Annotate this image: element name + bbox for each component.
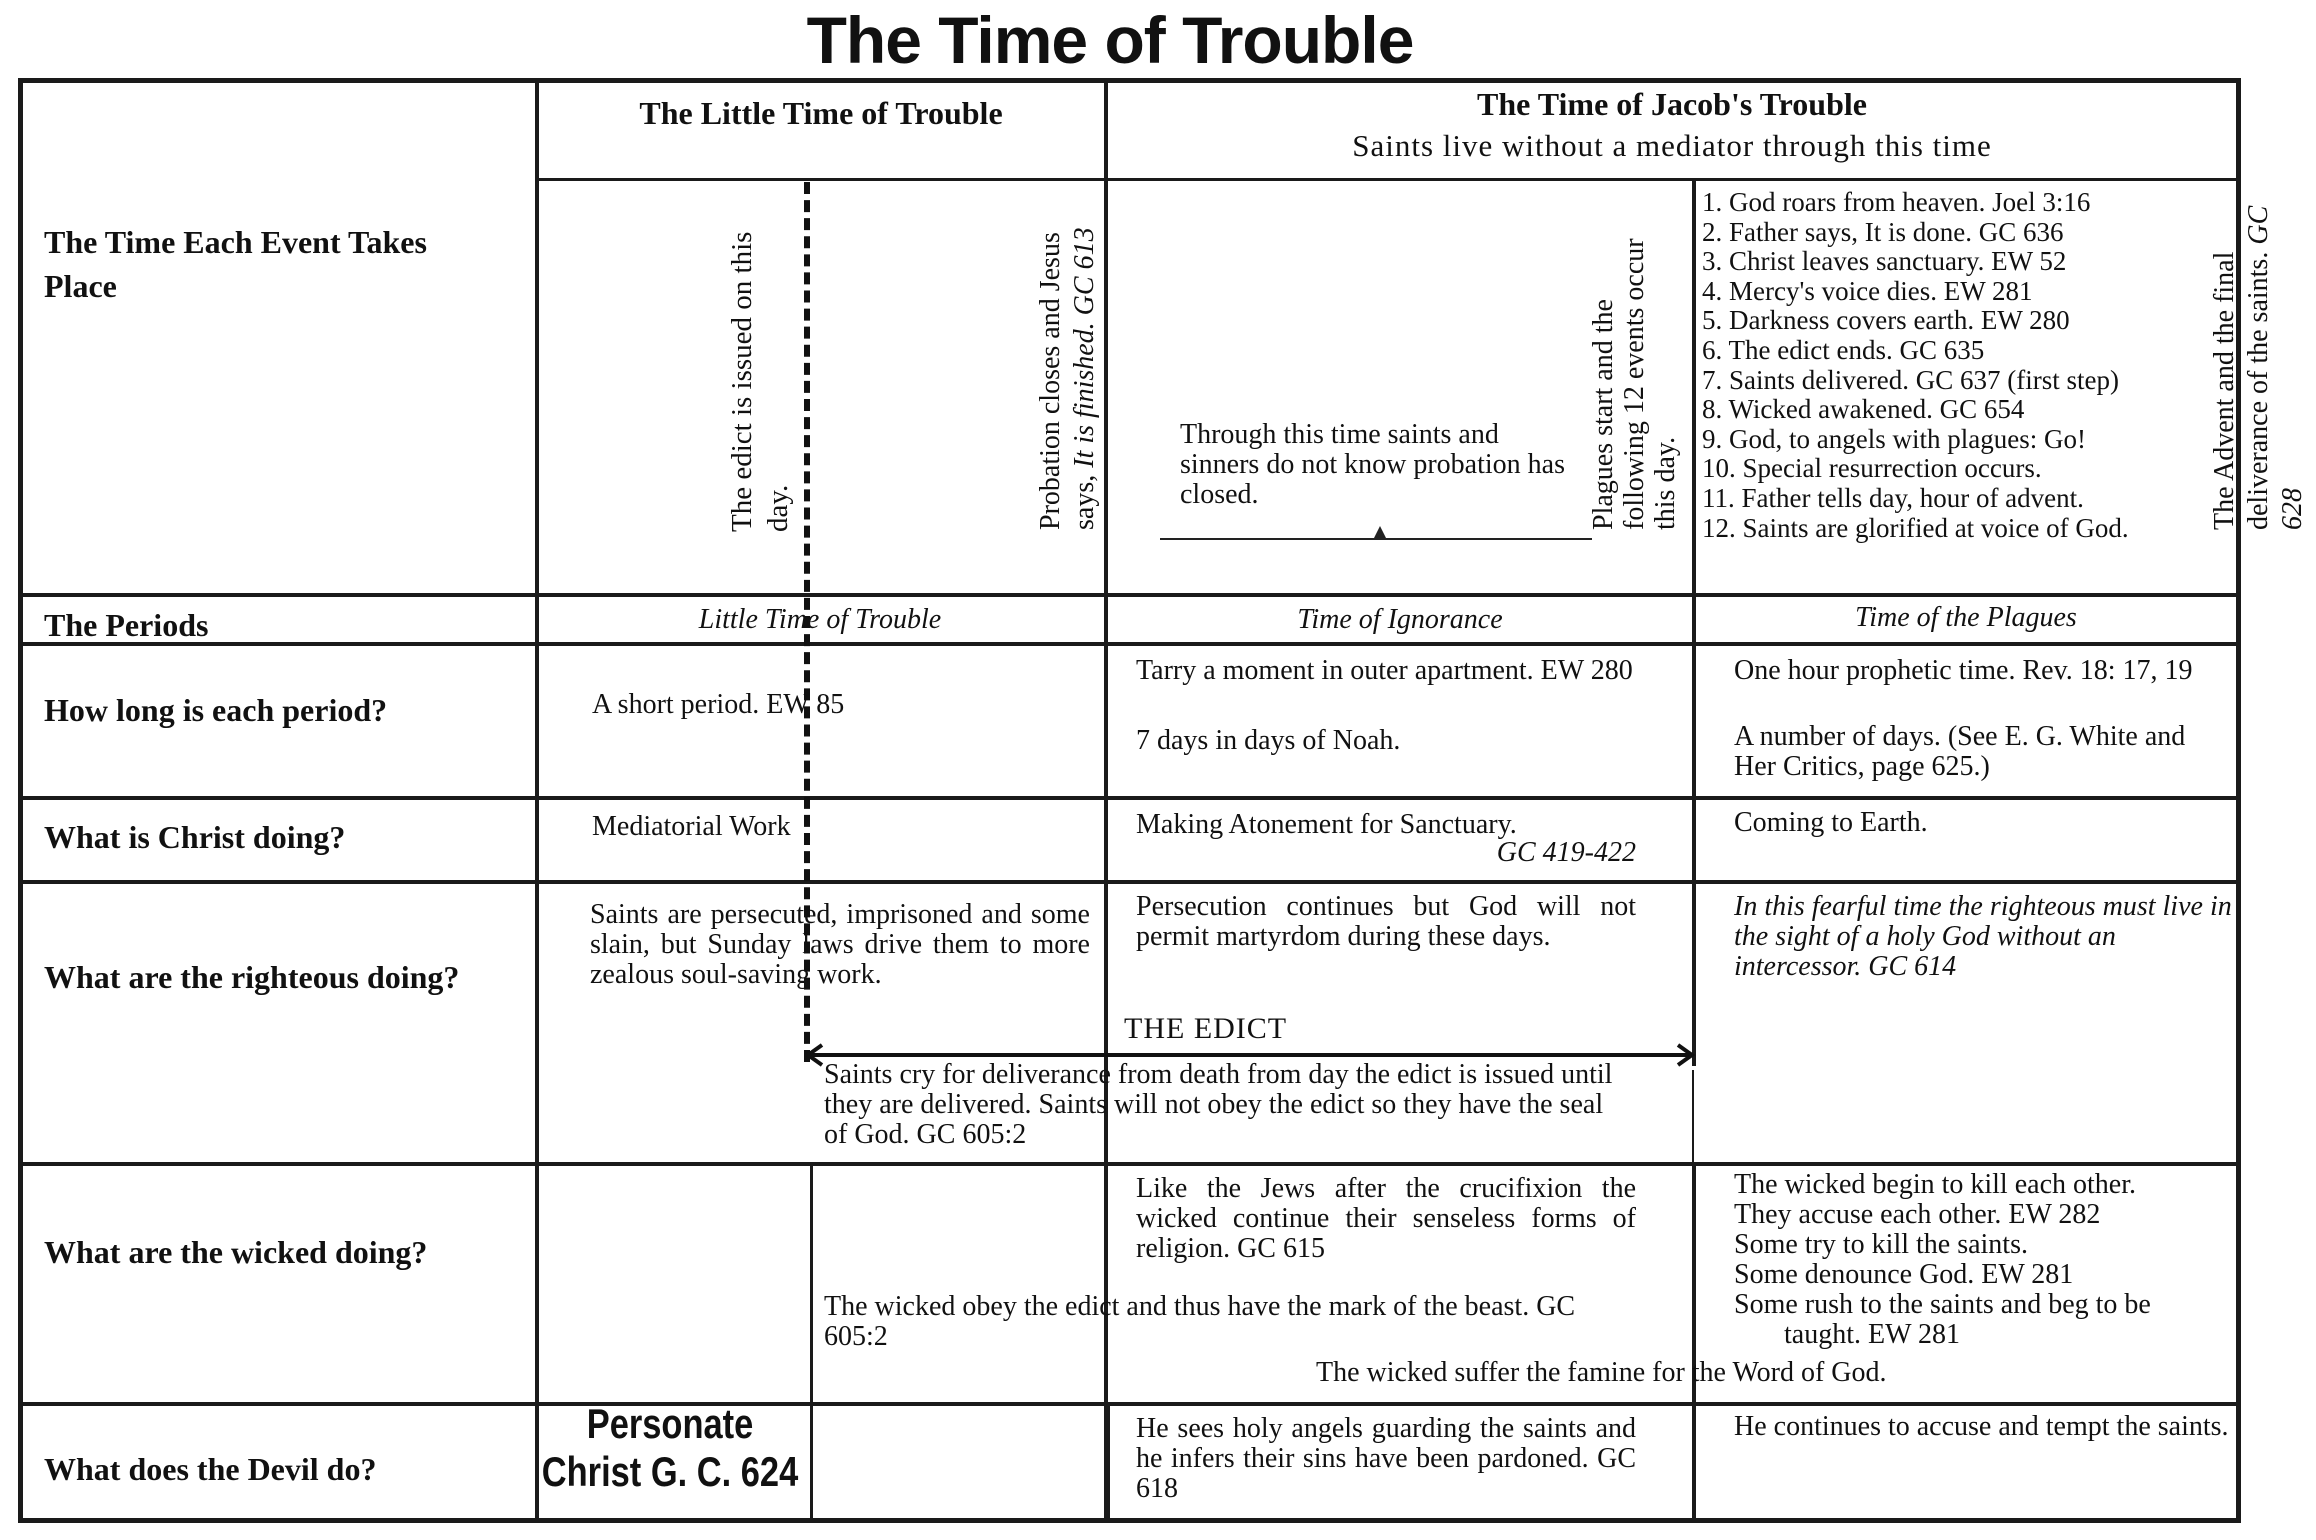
period-little: Little Time of Trouble	[698, 604, 942, 635]
wicked-edict-text: The wicked obey the edict and thus have the mark of the beast. GC 605:2	[824, 1291, 1576, 1352]
probation-closes-text: Probation closes and Jesus says,	[1035, 232, 1100, 530]
period-plagues: Time of the Plagues	[1855, 602, 2077, 633]
row-label-righteous: What are the righteous doing?	[44, 959, 460, 995]
righteous-little: Saints are persecuted, imprisoned and some slain, but Sunday laws drive them to more zealous soul-saving work.	[590, 899, 1090, 990]
events-list	[1702, 188, 2234, 543]
event-item: 8. Wicked awakened. GC 654	[1702, 394, 2025, 425]
devil-plagues: He continues to accuse and tempt the saints.	[1734, 1411, 2229, 1442]
advent-ref: GC 628	[2243, 205, 2308, 530]
row-label-christ: What is Christ doing?	[44, 819, 346, 855]
page-title: The Time of Trouble	[806, 3, 1414, 77]
wicked-plagues-item: Some try to kill the saints.	[1734, 1229, 2028, 1260]
devil-ignorance: He sees holy angels guarding the saints and he infers their sins have been pardoned. GC 618	[1136, 1413, 1636, 1504]
how-long-plagues-2: A number of days. (See E. G. White and Her Critics, page 625.)	[1734, 721, 2186, 782]
event-item: 4. Mercy's voice dies. EW 281	[1702, 275, 2033, 306]
how-long-ignorance-1: Tarry a moment in outer apartment. EW 280	[1136, 655, 1633, 686]
period-ignorance: Time of Ignorance	[1297, 604, 1503, 635]
advent-text: The Advent and the final deliverance of the saints.	[2209, 251, 2274, 530]
event-item: 9. God, to angels with plagues: Go!	[1702, 423, 2086, 454]
label-edict-issued: The edict is issued on this day.	[726, 231, 794, 532]
event-item: 2. Father says, It is done. GC 636	[1702, 216, 2064, 247]
it-is-finished-text: It is finished.	[1069, 322, 1100, 468]
how-long-plagues-1: One hour prophetic time. Rev. 18: 17, 19	[1734, 655, 2193, 686]
righteous-ignorance: Persecution continues but God will not permit martyrdom during these days.	[1136, 891, 1636, 952]
wicked-ignorance: Like the Jews after the crucifixion the wicked continue their senseless forms of religion. GC 615	[1136, 1173, 1636, 1264]
brace-tip	[1374, 526, 1386, 538]
christ-ignorance: Making Atonement for Sanctuary.	[1136, 809, 1517, 840]
wicked-plagues-list	[1734, 1170, 2234, 1350]
event-item: 1. God roars from heaven. Joel 3:16	[1702, 187, 2091, 217]
devil-handwritten-line-1: Personate	[586, 1400, 754, 1447]
event-item: 3. Christ leaves sanctuary. EW 52	[1702, 246, 2067, 277]
righteous-plagues: In this fearful time the righteous must live in the sight of a holy God without an intercessor. GC 614	[1734, 891, 2232, 982]
edict-saints-text: Saints cry for deliverance from death from day the edict is issued until they are delivered. Saints will not obey the edict so they have the seal of God. GC 605:2	[824, 1059, 1613, 1150]
how-long-little: A short period. EW 85	[592, 689, 845, 720]
wicked-plagues-item: Some rush to the saints and beg to be taught. EW 281	[1734, 1289, 2151, 1350]
label-probation-closes	[1034, 200, 1138, 530]
event-item: 5. Darkness covers earth. EW 280	[1702, 305, 2070, 336]
header-jacob-subtitle: Saints live without a mediator through this time	[1352, 128, 1992, 163]
probation-closes-ref: GC 613	[1069, 227, 1100, 316]
header-jacob-time: The Time of Jacob's Trouble	[1477, 86, 1867, 122]
christ-plagues: Coming to Earth.	[1734, 807, 1928, 838]
ignorance-brace	[1160, 538, 1592, 540]
row-label-periods: The Periods	[44, 607, 209, 643]
row-label-how-long: How long is each period?	[44, 692, 388, 728]
christ-little: Mediatorial Work	[592, 811, 791, 842]
wicked-plagues-item: They accuse each other. EW 282	[1734, 1199, 2101, 1230]
ignorance-note: Through this time saints and sinners do not know probation has closed.	[1180, 419, 1565, 510]
header-little-time: The Little Time of Trouble	[639, 95, 1003, 131]
how-long-ignorance-2: 7 days in days of Noah.	[1136, 725, 1401, 756]
event-item: 7. Saints delivered. GC 637 (first step)	[1702, 364, 2119, 395]
event-item: 6. The edict ends. GC 635	[1702, 334, 1985, 365]
edict-label: THE EDICT	[1124, 1012, 1288, 1045]
devil-handwritten-note	[522, 1400, 817, 1496]
event-item: 12. Saints are glorified at voice of God.	[1702, 512, 2129, 543]
row-label-devil: What does the Devil do?	[44, 1451, 377, 1487]
label-plagues-start: Plagues start and the following 12 events occur this day.	[1588, 238, 1681, 530]
wicked-famine: The wicked suffer the famine for the Word of God.	[1316, 1357, 1887, 1388]
row-label-wicked: What are the wicked doing?	[44, 1234, 428, 1270]
christ-ignorance-ref: GC 419-422	[1496, 837, 1636, 868]
devil-handwritten-line-2: Christ G. C. 624	[541, 1448, 799, 1495]
wicked-plagues-item: Some denounce God. EW 281	[1734, 1259, 2074, 1290]
row-label-time-each-event: The Time Each Event Takes Place	[44, 224, 427, 304]
wicked-plagues-item: The wicked begin to kill each other.	[1734, 1169, 2136, 1200]
event-item: 10. Special resurrection occurs.	[1702, 453, 2042, 484]
event-item: 11. Father tells day, hour of advent.	[1702, 482, 2084, 513]
